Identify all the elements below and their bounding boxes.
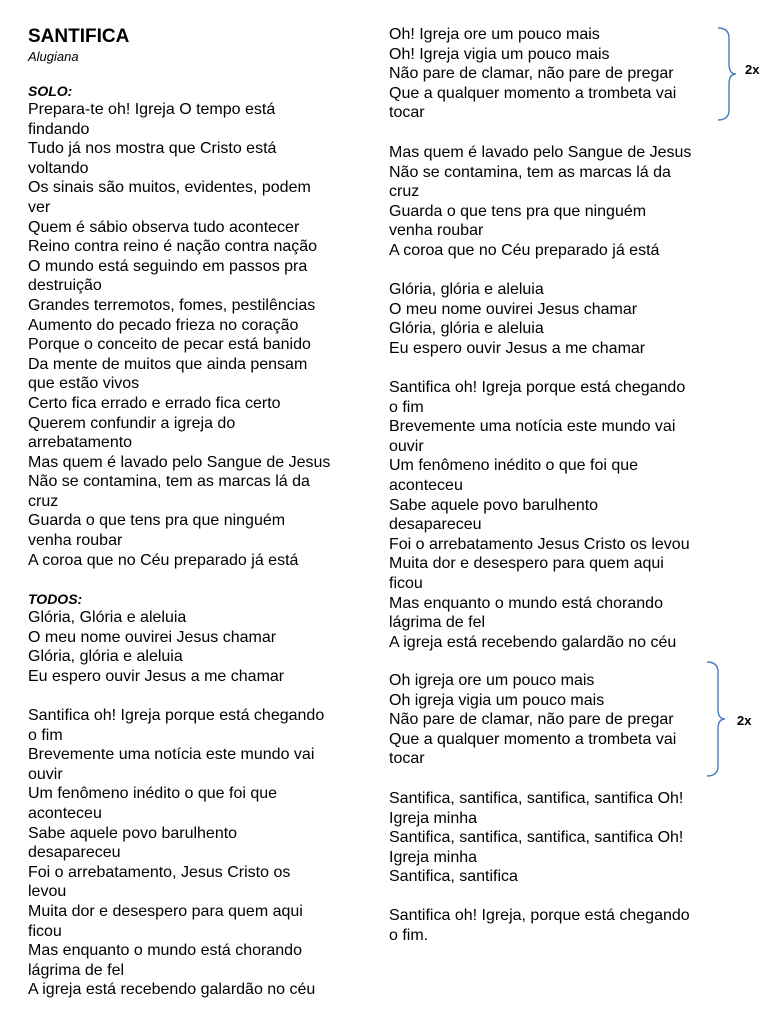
- lyric-line: voltando: [28, 159, 89, 177]
- lyric-line: tocar: [389, 750, 425, 768]
- lyric-line: o fim.: [389, 926, 429, 944]
- lyric-line: Não se contamina, tem as marcas lá da: [389, 163, 671, 181]
- lyric-line: Mas enquanto o mundo está chorando: [389, 594, 663, 612]
- lyric-line: Sabe aquele povo barulhento: [28, 824, 238, 842]
- lyric-line: cruz: [28, 492, 59, 510]
- lyric-line: Igreja minha: [389, 809, 478, 827]
- lyric-line: aconteceu: [389, 476, 463, 494]
- lyric-line: Guarda o que tens pra que ninguém: [389, 202, 647, 220]
- lyric-line: Foi o arrebatamento Jesus Cristo os levou: [389, 535, 690, 553]
- lyric-line: Glória, glória e aleluia: [389, 281, 544, 298]
- lyric-line: Sabe aquele povo barulhento: [389, 496, 599, 514]
- lyric-line: Que a qualquer momento a trombeta vai: [389, 84, 677, 102]
- lyric-line: Brevemente uma notícia este mundo vai: [389, 418, 676, 436]
- lyric-line: A igreja está recebendo galardão no céu: [389, 633, 677, 651]
- lyric-line: arrebatamento: [28, 434, 133, 452]
- lyric-line: Igreja minha: [389, 848, 478, 866]
- santifica-section: [389, 789, 729, 887]
- lyric-line: Oh igreja vigia um pouco mais: [389, 691, 605, 709]
- verse-3-lines: [389, 378, 729, 652]
- left-verse-section: [28, 706, 376, 1000]
- lyric-line: Santifica oh! Igreja porque está chegando: [389, 379, 686, 396]
- lyric-line: cruz: [389, 183, 420, 201]
- lyric-line: A coroa que no Céu preparado já está: [28, 551, 299, 569]
- lyric-line: O mundo está seguindo em passos pra: [28, 257, 308, 275]
- lyric-line: Santifica, santifica, santifica, santifica Oh!: [389, 829, 684, 847]
- final-lines: [389, 906, 729, 945]
- santifica-lines: [389, 789, 729, 887]
- lyric-line: O meu nome ouvirei Jesus chamar: [389, 300, 638, 318]
- lyric-line: Glória, glória e aleluia: [28, 648, 183, 666]
- lyric-line: levou: [28, 883, 67, 901]
- lyric-line: ver: [28, 198, 51, 216]
- lyric-line: A igreja está recebendo galardão no céu: [28, 981, 316, 999]
- lyric-line: Guarda o que tens pra que ninguém: [28, 512, 286, 530]
- solo-lines: [28, 100, 376, 570]
- todos-section: [28, 591, 376, 686]
- repeat-bracket-2: [705, 660, 727, 778]
- lyric-line: desapareceu: [389, 516, 482, 534]
- lyric-line: Eu espero ouvir Jesus a me chamar: [28, 667, 285, 685]
- lyric-line: Muita dor e desespero para quem aqui: [28, 902, 303, 920]
- lyric-line: venha roubar: [28, 532, 123, 550]
- chorus-2-section: [389, 671, 729, 769]
- repeat-bracket-1: [716, 26, 738, 122]
- verse-2-lines: [389, 143, 729, 261]
- lyric-line: Um fenômeno inédito o que foi que: [389, 457, 639, 475]
- chorus-2-lines: [389, 671, 729, 769]
- lyric-line: Quem é sábio observa tudo acontecer: [28, 218, 300, 236]
- solo-section: [28, 83, 376, 570]
- lyric-line: lágrima de fel: [389, 614, 486, 632]
- lyric-line: ficou: [28, 922, 62, 940]
- lyric-line: tocar: [389, 104, 425, 122]
- lyric-line: A coroa que no Céu preparado já está: [389, 241, 660, 259]
- lyric-line: Porque o conceito de pecar está banido: [28, 336, 311, 354]
- lyric-line: Certo fica errado e errado fica certo: [28, 394, 281, 412]
- lyric-line: Foi o arrebatamento, Jesus Cristo os: [28, 863, 291, 881]
- lyric-line: Eu espero ouvir Jesus a me chamar: [389, 339, 646, 357]
- lyric-line: Que a qualquer momento a trombeta vai: [389, 730, 677, 748]
- lyric-line: findando: [28, 120, 90, 138]
- lyric-line: Os sinais são muitos, evidentes, podem: [28, 179, 311, 197]
- lyric-line: o fim: [28, 726, 63, 744]
- lyric-line: ficou: [389, 574, 423, 592]
- lyric-line: Santifica, santifica: [389, 868, 518, 886]
- song-author: Alugiana: [28, 49, 79, 64]
- todos-lines: [28, 608, 376, 686]
- repeat-count-2: 2x: [737, 713, 752, 728]
- chorus-1-lines: [389, 25, 729, 123]
- lyric-line: desapareceu: [28, 844, 121, 862]
- final-section: [389, 906, 729, 945]
- lyric-line: lágrima de fel: [28, 961, 125, 979]
- lyric-line: Santifica oh! Igreja porque está chegando: [28, 707, 325, 724]
- lyric-line: Reino contra reino é nação contra nação: [28, 238, 318, 256]
- lyric-line: ouvir: [28, 765, 63, 783]
- gloria-lines: [389, 280, 729, 358]
- lyric-line: Grandes terremotos, fomes, pestilências: [28, 296, 316, 314]
- verse-3-section: [389, 378, 729, 652]
- lyric-line: O meu nome ouvirei Jesus chamar: [28, 628, 277, 646]
- lyric-line: Glória, Glória e aleluia: [28, 609, 187, 626]
- left-verse-lines: [28, 706, 376, 1000]
- lyric-line: Mas quem é lavado pelo Sangue de Jesus: [389, 144, 692, 161]
- lyric-line: destruição: [28, 277, 102, 295]
- lyric-line: Oh! Igreja vigia um pouco mais: [389, 45, 610, 63]
- lyric-line: Mas quem é lavado pelo Sangue de Jesus: [28, 453, 331, 471]
- lyric-line: Aumento do pecado frieza no coração: [28, 316, 299, 334]
- lyric-line: que estão vivos: [28, 375, 140, 393]
- lyric-line: Querem confundir a igreja do: [28, 414, 236, 432]
- lyric-line: Prepara-te oh! Igreja O tempo está: [28, 101, 276, 118]
- lyric-line: aconteceu: [28, 804, 102, 822]
- lyric-line: Tudo já nos mostra que Cristo está: [28, 140, 277, 158]
- todos-label: TODOS:: [28, 591, 83, 607]
- lyric-line: Brevemente uma notícia este mundo vai: [28, 746, 315, 764]
- lyric-line: Mas enquanto o mundo está chorando: [28, 942, 302, 960]
- lyric-line: Oh igreja ore um pouco mais: [389, 672, 595, 689]
- repeat-count-1: 2x: [745, 62, 760, 77]
- lyric-line: Glória, glória e aleluia: [389, 320, 544, 338]
- lyric-line: Oh! Igreja ore um pouco mais: [389, 26, 600, 43]
- gloria-section: [389, 280, 729, 358]
- lyric-line: Não se contamina, tem as marcas lá da: [28, 473, 310, 491]
- lyric-line: Um fenômeno inédito o que foi que: [28, 785, 278, 803]
- lyric-line: Não pare de clamar, não pare de pregar: [389, 65, 674, 83]
- verse-2-section: [389, 143, 729, 261]
- lyric-line: Não pare de clamar, não pare de pregar: [389, 711, 674, 729]
- solo-label: SOLO:: [28, 83, 73, 99]
- lyric-line: Da mente de muitos que ainda pensam: [28, 355, 308, 373]
- song-title: SANTIFICA: [28, 26, 130, 47]
- chorus-1-section: [389, 25, 729, 123]
- lyric-line: Muita dor e desespero para quem aqui: [389, 555, 664, 573]
- lyric-line: Santifica, santifica, santifica, santifica Oh!: [389, 790, 684, 807]
- lyric-line: o fim: [389, 398, 424, 416]
- lyric-line: Santifica oh! Igreja, porque está chegando: [389, 907, 690, 924]
- lyric-line: venha roubar: [389, 222, 484, 240]
- lyric-line: ouvir: [389, 437, 424, 455]
